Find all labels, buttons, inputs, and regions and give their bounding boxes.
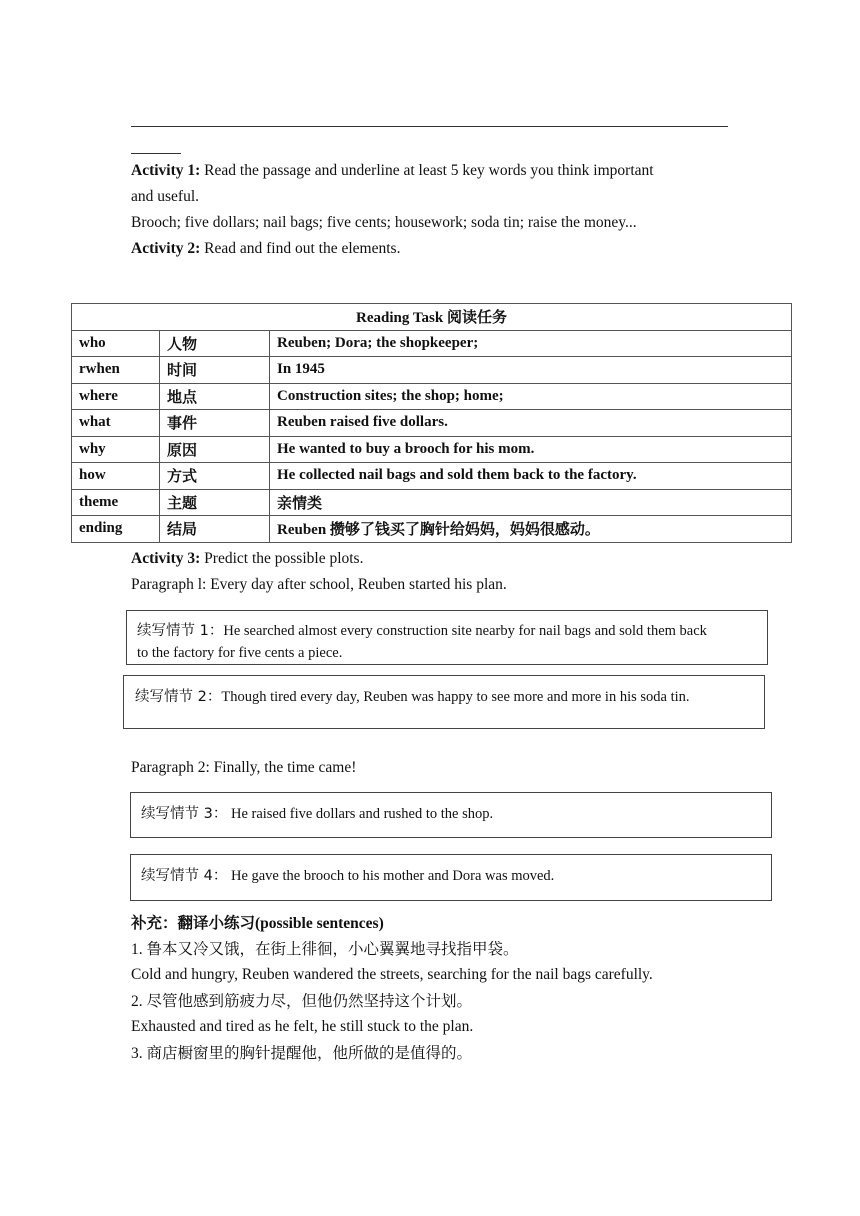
item-cn-text: 尽管他感到筋疲力尽，但他仍然坚持这个计划。 — [146, 992, 473, 1010]
table-row — [72, 489, 792, 516]
paragraph1-prompt: Paragraph l: Every day after school, Reuben started his plan. — [131, 576, 507, 593]
row-cn: 事件 — [160, 410, 270, 437]
reading-task-table — [71, 303, 792, 543]
row-cn: 方式 — [160, 463, 270, 490]
table-row — [72, 436, 792, 463]
plot-box-3 — [130, 792, 772, 838]
plot-label: 续写情节 2： — [135, 689, 222, 705]
plot-box-1 — [126, 610, 768, 665]
plot-label: 续写情节 4： — [141, 868, 228, 884]
plot-box-1-line2: to the factory for five cents a piece. — [137, 645, 343, 661]
top-rule-long — [131, 126, 728, 127]
top-rule-short — [131, 153, 181, 154]
row-cn: 结局 — [160, 516, 270, 543]
row-value: Reuben 攒够了钱买了胸针给妈妈，妈妈很感动。 — [270, 516, 792, 543]
supplement-heading-cn: 补充：翻译小练习 — [131, 914, 256, 932]
row-value: Reuben raised five dollars. — [270, 410, 792, 437]
row-en: rwhen — [72, 357, 160, 384]
activity3-label: Activity 3: — [131, 550, 201, 567]
supplement-heading-en: (possible sentences) — [255, 915, 384, 932]
table-row — [72, 330, 792, 357]
translation-item-1-cn — [131, 939, 519, 960]
table-title — [72, 304, 792, 331]
item-number: 1. — [131, 941, 143, 958]
row-cn: 地点 — [160, 383, 270, 410]
plot-label: 续写情节 3： — [141, 806, 228, 822]
row-en: theme — [72, 489, 160, 516]
plot-box-2 — [123, 675, 765, 729]
activity1-line2: and useful. — [131, 188, 200, 205]
supplement-heading — [131, 913, 384, 934]
row-en: where — [72, 383, 160, 410]
activity2-label: Activity 2: — [131, 240, 201, 257]
plot-text: He gave the brooch to his mother and Dora was moved. — [227, 868, 555, 884]
activity1-label: Activity 1: — [131, 162, 201, 179]
item-cn-text: 商店橱窗里的胸针提醒他，他所做的是值得的。 — [146, 1044, 473, 1062]
translation-item-1-en: Cold and hungry, Reuben wandered the streets, searching for the nail bags carefully. — [131, 966, 653, 983]
table-row — [72, 463, 792, 490]
row-en: who — [72, 330, 160, 357]
plot-text: Though tired every day, Reuben was happy to see more and more in his soda tin. — [221, 689, 690, 705]
translation-item-2-cn — [131, 991, 472, 1012]
activity1-line1 — [131, 161, 654, 181]
item-number: 2. — [131, 993, 143, 1010]
translation-item-3-cn — [131, 1043, 472, 1064]
item-number: 3. — [131, 1045, 143, 1062]
activity2-text: Read and find out the elements. — [200, 240, 401, 257]
row-en: how — [72, 463, 160, 490]
row-en: what — [72, 410, 160, 437]
plot-box-4 — [130, 854, 772, 901]
row-cn: 人物 — [160, 330, 270, 357]
table-row — [72, 516, 792, 543]
table-header-row — [72, 304, 792, 331]
table-title-cn: 阅读任务 — [446, 308, 507, 327]
row-en: ending — [72, 516, 160, 543]
row-value: 亲情类 — [270, 489, 792, 516]
table-row — [72, 357, 792, 384]
plot-text: He searched almost every construction site nearby for nail bags and sold them back — [223, 623, 707, 639]
table-title-en: Reading Task — [356, 310, 444, 327]
activity1-keywords: Brooch; five dollars; nail bags; five cents; housework; soda tin; raise the money... — [131, 214, 637, 231]
table-row — [72, 410, 792, 437]
row-en: why — [72, 436, 160, 463]
row-cn: 原因 — [160, 436, 270, 463]
item-cn-text: 鲁本又冷又饿，在街上徘徊，小心翼翼地寻找指甲袋。 — [146, 940, 519, 958]
row-value: He collected nail bags and sold them back to the factory. — [270, 463, 792, 490]
row-value: Construction sites; the shop; home; — [270, 383, 792, 410]
plot-label: 续写情节 1： — [137, 623, 224, 639]
activity3-line — [131, 549, 363, 569]
row-value: Reuben; Dora; the shopkeeper; — [270, 330, 792, 357]
table-row — [72, 383, 792, 410]
activity2-line — [131, 239, 400, 259]
row-value: In 1945 — [270, 357, 792, 384]
paragraph2-prompt: Paragraph 2: Finally, the time came! — [131, 759, 357, 776]
translation-item-2-en: Exhausted and tired as he felt, he still stuck to the plan. — [131, 1018, 474, 1035]
row-cn: 主题 — [160, 489, 270, 516]
activity3-text: Predict the possible plots. — [200, 550, 364, 567]
row-value: He wanted to buy a brooch for his mom. — [270, 436, 792, 463]
plot-text: He raised five dollars and rushed to the shop. — [227, 806, 494, 822]
plot-box-1-line1 — [137, 620, 767, 642]
row-cn: 时间 — [160, 357, 270, 384]
activity1-text: Read the passage and underline at least 5 key words you think important — [200, 162, 654, 179]
